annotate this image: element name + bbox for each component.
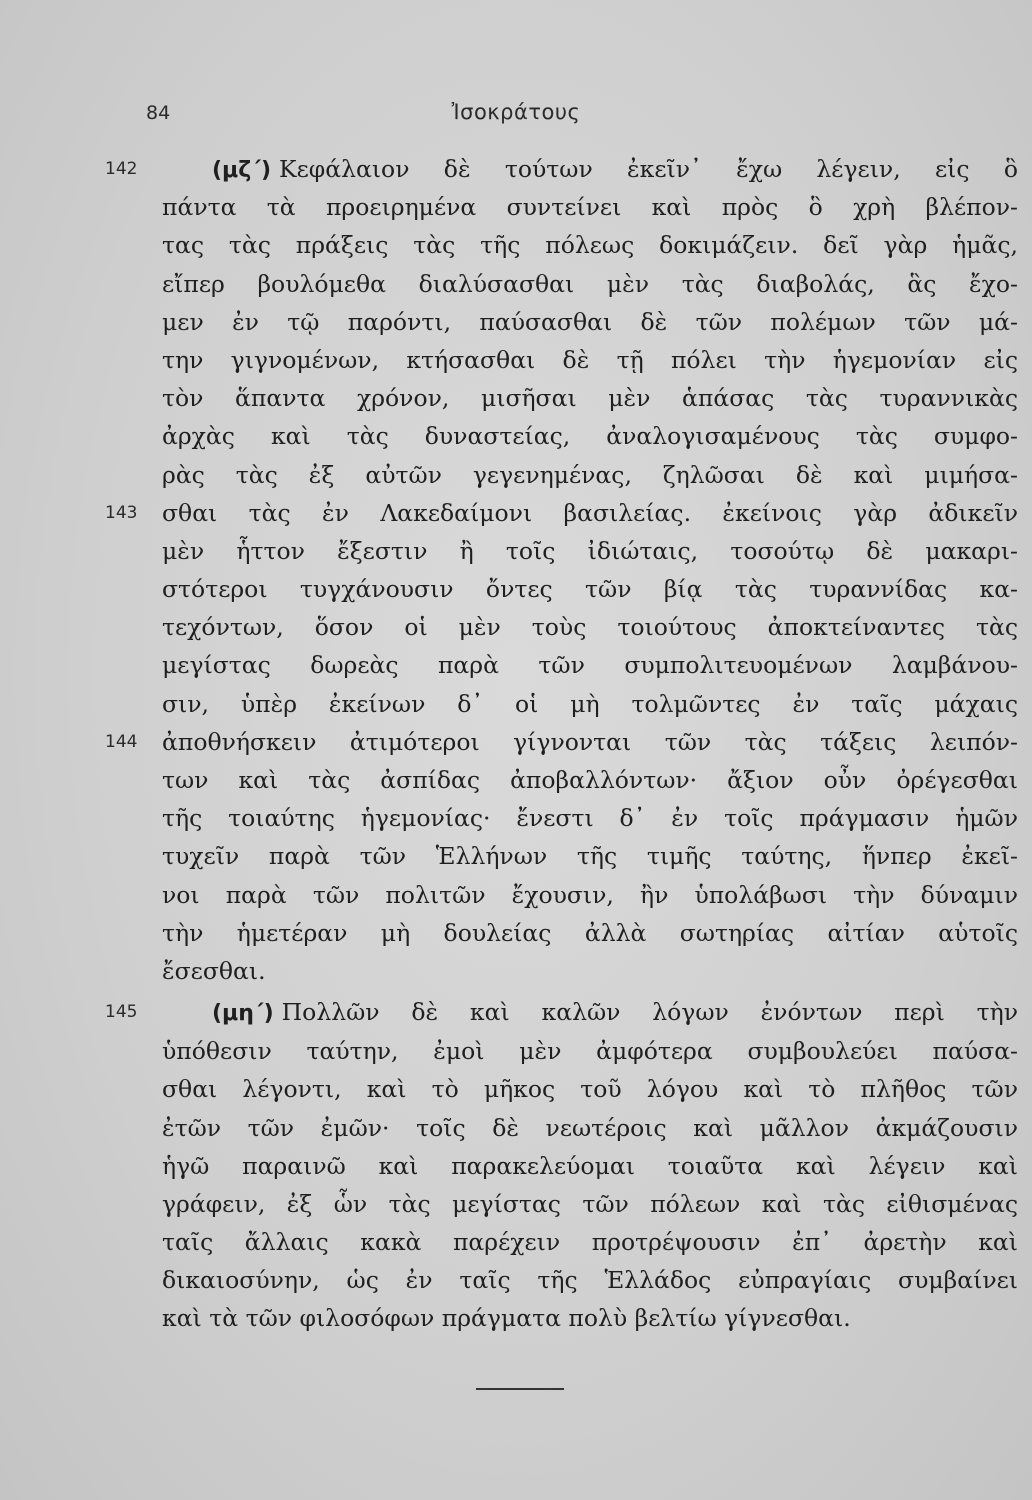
line-content: σιν, ὑπὲρ ἐκείνων δ᾽ οἱ μὴ τολμῶντες ἐν ταῖς μάχαις	[162, 689, 1018, 718]
line-content: ἔσεσθαι.	[162, 956, 266, 985]
line-content: ὑπόθεσιν ταύτην, ἐμοὶ μὲν ἀμφότερα συμβουλεύει παύσα-	[162, 1037, 1018, 1066]
line-content: τὸν ἅπαντα χρόνον, μισῆσαι μὲν ἁπάσας τὰς τυραννικὰς	[162, 384, 1018, 413]
text-line	[0, 456, 1032, 494]
line-content: τας τὰς πράξεις τὰς τῆς πόλεως δοκιμάζειν. δεῖ γὰρ ἡμᾶς,	[162, 231, 1018, 260]
line-content: δικαιοσύνην, ὡς ἐν ταῖς τῆς Ἑλλάδος εὐπραγίαις συμβαίνει	[162, 1266, 1018, 1295]
line-content: μεν ἐν τῷ παρόντι, παύσασθαι δὲ τῶν πολέμων τῶν μά-	[162, 307, 1018, 336]
line-content: των καὶ τὰς ἀσπίδας ἀποβαλλόντων· ἄξιον οὖν ὀρέγεσθαι	[162, 766, 1018, 794]
text-line	[0, 570, 1032, 608]
text-line	[0, 532, 1032, 570]
line-content: μὲν ἧττον ἔξεστιν ἢ τοῖς ἰδιώταις, τοσούτῳ δὲ μακαρι-	[162, 536, 1018, 565]
line-content: την γιγνομένων, κτήσασθαι δὲ τῇ πόλει τὴν ἡγεμονίαν εἰς	[162, 345, 1018, 374]
text-line	[0, 799, 1032, 837]
text-line	[0, 1032, 1032, 1070]
text-line	[0, 761, 1032, 799]
text-line	[0, 723, 1032, 761]
chapter-marker: (μη΄)	[212, 1001, 274, 1027]
line-content: ἀποθνήσκειν ἀτιμότεροι γίγνονται τῶν τὰς τάξεις λειπόν-	[162, 727, 1018, 756]
line-content: σθαι λέγοντι, καὶ τὸ μῆκος τοῦ λόγου καὶ τὸ πλῆθος τῶν	[162, 1075, 1018, 1104]
line-text	[162, 990, 1018, 1036]
line-content: τῆς τοιαύτης ἡγεμονίας· ἔνεστι δ᾽ ἐν τοῖς πράγμασιν ἡμῶν	[162, 804, 1018, 833]
text-line	[0, 837, 1032, 875]
text-line	[0, 1070, 1032, 1108]
line-content: τυχεῖν παρὰ τῶν Ἑλλήνων τῆς τιμῆς ταύτης, ἥνπερ ἐκεῖ-	[162, 842, 1018, 871]
text-line	[0, 608, 1032, 646]
running-title: Ἰσοκράτους	[451, 100, 581, 124]
text-line	[0, 265, 1032, 303]
text-line	[0, 226, 1032, 264]
text-line	[0, 1147, 1032, 1185]
line-content: νοι παρὰ τῶν πολιτῶν ἔχουσιν, ἢν ὑπολάβωσι τὴν δύναμιν	[162, 880, 1018, 909]
line-content: καὶ τὰ τῶν φιλοσόφων πράγματα πολὺ βελτίω γίγνεσθαι.	[162, 1304, 851, 1333]
text-line	[0, 685, 1032, 723]
text-line	[0, 646, 1032, 684]
section-number: 145	[105, 1002, 138, 1023]
line-content: ἡγῶ παραινῶ καὶ παρακελεύομαι τοιαῦτα καὶ λέγειν καὶ	[162, 1151, 1018, 1180]
line-content: ἀρχὰς καὶ τὰς δυναστείας, ἀναλογισαμένους τὰς συμφο-	[162, 422, 1018, 451]
text-line	[0, 952, 1032, 990]
line-content: τεχόντων, ὅσον οἱ μὲν τοὺς τοιούτους ἀποκτείναντες τὰς	[162, 613, 1018, 642]
text-line	[0, 990, 1032, 1032]
line-content: γράφειν, ἐξ ὧν τὰς μεγίστας τῶν πόλεων καὶ τὰς εἰθισμένας	[162, 1189, 1018, 1218]
line-content: Κεφάλαιον δὲ τούτων ἐκεῖν᾽ ἔχω λέγειν, εἰς ὃ	[279, 155, 1018, 183]
line-content: ρὰς τὰς ἐξ αὐτῶν γεγενημένας, ζηλῶσαι δὲ καὶ μιμήσα-	[162, 460, 1018, 489]
body-text	[0, 150, 1032, 1338]
line-content: στότεροι τυγχάνουσιν ὄντες τῶν βίᾳ τὰς τυραννίδας κα-	[162, 575, 1018, 604]
text-line	[0, 494, 1032, 532]
text-line	[0, 914, 1032, 952]
text-line	[0, 417, 1032, 455]
end-rule	[476, 1388, 564, 1390]
text-line	[0, 1261, 1032, 1299]
text-line	[0, 150, 1032, 188]
line-content: πάντα τὰ προειρημένα συντείνει καὶ πρὸς ὃ χρὴ βλέπον-	[162, 193, 1018, 222]
line-content: ταῖς ἄλλαις κακὰ παρέχειν προτρέψουσιν ἐπ᾽ ἀρετὴν καὶ	[162, 1228, 1018, 1257]
text-line	[0, 1109, 1032, 1147]
line-content: τὴν ἡμετέραν μὴ δουλείας ἀλλὰ σωτηρίας αἰτίαν αὑτοῖς	[162, 918, 1018, 947]
text-line	[0, 1185, 1032, 1223]
line-content: σθαι τὰς ἐν Λακεδαίμονι βασιλείας. ἐκείνοις γὰρ ἀδικεῖν	[162, 498, 1018, 527]
text-line	[0, 341, 1032, 379]
text-line	[0, 188, 1032, 226]
page-header	[0, 100, 1032, 130]
line-content: ἐτῶν τῶν ἐμῶν· τοῖς δὲ νεωτέροις καὶ μᾶλλον ἀκμάζουσιν	[162, 1113, 1018, 1142]
text-line	[0, 876, 1032, 914]
chapter-marker: (μζ΄)	[212, 158, 272, 183]
section-number: 143	[105, 502, 138, 523]
text-line	[0, 1223, 1032, 1261]
section-number: 142	[105, 159, 138, 179]
text-line	[0, 379, 1032, 417]
line-content: μεγίστας δωρεὰς παρὰ τῶν συμπολιτευομένων λαμβάνου-	[162, 651, 1018, 680]
page-number: 84	[146, 102, 171, 124]
line-content: εἴπερ βουλόμεθα διαλύσασθαι μὲν τὰς διαβολάς, ἃς ἔχο-	[162, 269, 1018, 298]
section-number: 144	[105, 731, 138, 752]
line-content: Πολλῶν δὲ καὶ καλῶν λόγων ἐνόντων περὶ τὴν	[281, 998, 1018, 1027]
text-line	[0, 1299, 1032, 1337]
text-line	[0, 303, 1032, 341]
line-text	[162, 150, 1018, 190]
